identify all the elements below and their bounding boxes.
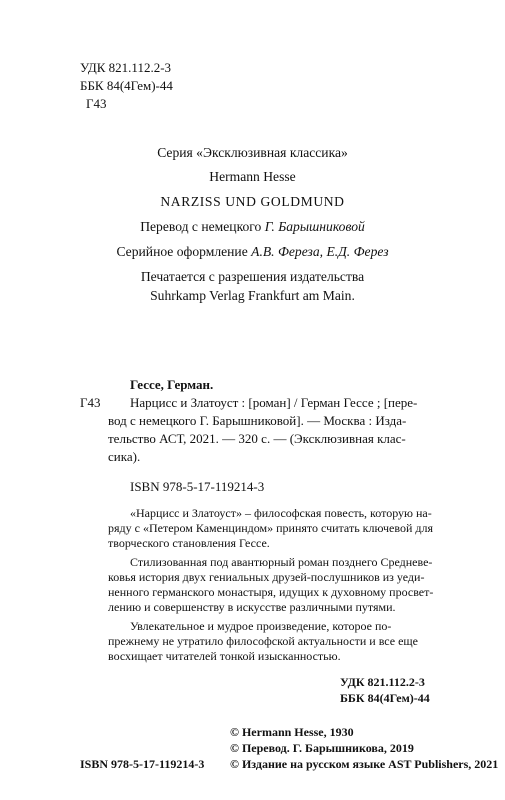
footer-bbk: ББК 84(4Гем)-44 xyxy=(340,691,430,705)
udk-code: УДК 821.112.2-3 xyxy=(80,60,172,75)
bbk-code: ББК 84(4Гем)-44 xyxy=(80,78,173,93)
copyright-isbn: ISBN 978-5-17-119214-3 xyxy=(80,757,205,771)
annotation-p2-line-2: ковья история двух гениальных друзей-послушников из уеди- xyxy=(108,570,425,584)
annotation-p3-line-3: восхищает читателей тонкой изысканностью. xyxy=(108,649,341,663)
copyright-line-3: © Издание на русском языке AST Publishers, 2021 xyxy=(230,757,499,771)
series-name: Серия «Эксклюзивная классика» xyxy=(157,145,348,160)
catalog-line-2: вод с немецкого Г. Барышниковой]. — Москва : Изда- xyxy=(108,413,407,428)
author-sign: Г43 xyxy=(86,96,107,111)
annotation-p3-line-2: прежнему не утратило философской актуальности и все еще xyxy=(108,634,418,648)
catalog-code: Г43 xyxy=(80,395,101,410)
annotation-p2-line-4: лению и совершенству в искусстве различными путями. xyxy=(108,600,396,614)
annotation-p3-line-1: Увлекательное и мудрое произведение, которое по- xyxy=(130,619,392,633)
design-credit xyxy=(0,244,505,260)
catalog-line-1: Нарцисс и Златоуст : [роман] / Герман Гессе ; [пере- xyxy=(130,395,418,410)
catalog-line-3: тельство АСТ, 2021. — 320 с. — (Эксклюзивная клас- xyxy=(108,431,406,446)
catalog-heading: Гессе, Герман. xyxy=(130,377,214,392)
copyright-line-1: © Hermann Hesse, 1930 xyxy=(230,725,354,739)
original-title: NARZISS UND GOLDMUND xyxy=(160,194,345,209)
annotation-p2-line-3: ненного германского монастыря, идущих к духовному просвет- xyxy=(108,585,434,599)
designer-names: А.В. Фереза, Е.Д. Ферез xyxy=(251,244,389,259)
annotation-p1-line-2: ряду с «Петером Каменциндом» принято считать ключевой для xyxy=(108,521,433,535)
catalog-isbn: ISBN 978-5-17-119214-3 xyxy=(130,479,265,494)
permission-line-2: Suhrkamp Verlag Frankfurt am Main. xyxy=(150,288,355,303)
translation-prefix: Перевод с немецкого xyxy=(140,219,262,234)
original-author: Hermann Hesse xyxy=(209,169,296,184)
annotation-p1-line-1: «Нарцисс и Златоуст» – философская повесть, которую на- xyxy=(130,506,432,520)
catalog-line-4: сика). xyxy=(108,449,141,464)
annotation-p2-line-1: Стилизованная под авантюрный роман позднего Средневе- xyxy=(130,555,433,569)
translation-credit xyxy=(0,219,505,235)
copyright-line-2: © Перевод. Г. Барышникова, 2019 xyxy=(230,741,414,755)
annotation-p1-line-3: творческого становления Гессе. xyxy=(108,536,270,550)
footer-udk: УДК 821.112.2-3 xyxy=(340,675,425,689)
translator-name: Г. Барышниковой xyxy=(264,219,365,234)
permission-line-1: Печатается с разрешения издательства xyxy=(140,269,365,284)
design-prefix: Серийное оформление xyxy=(116,244,248,259)
